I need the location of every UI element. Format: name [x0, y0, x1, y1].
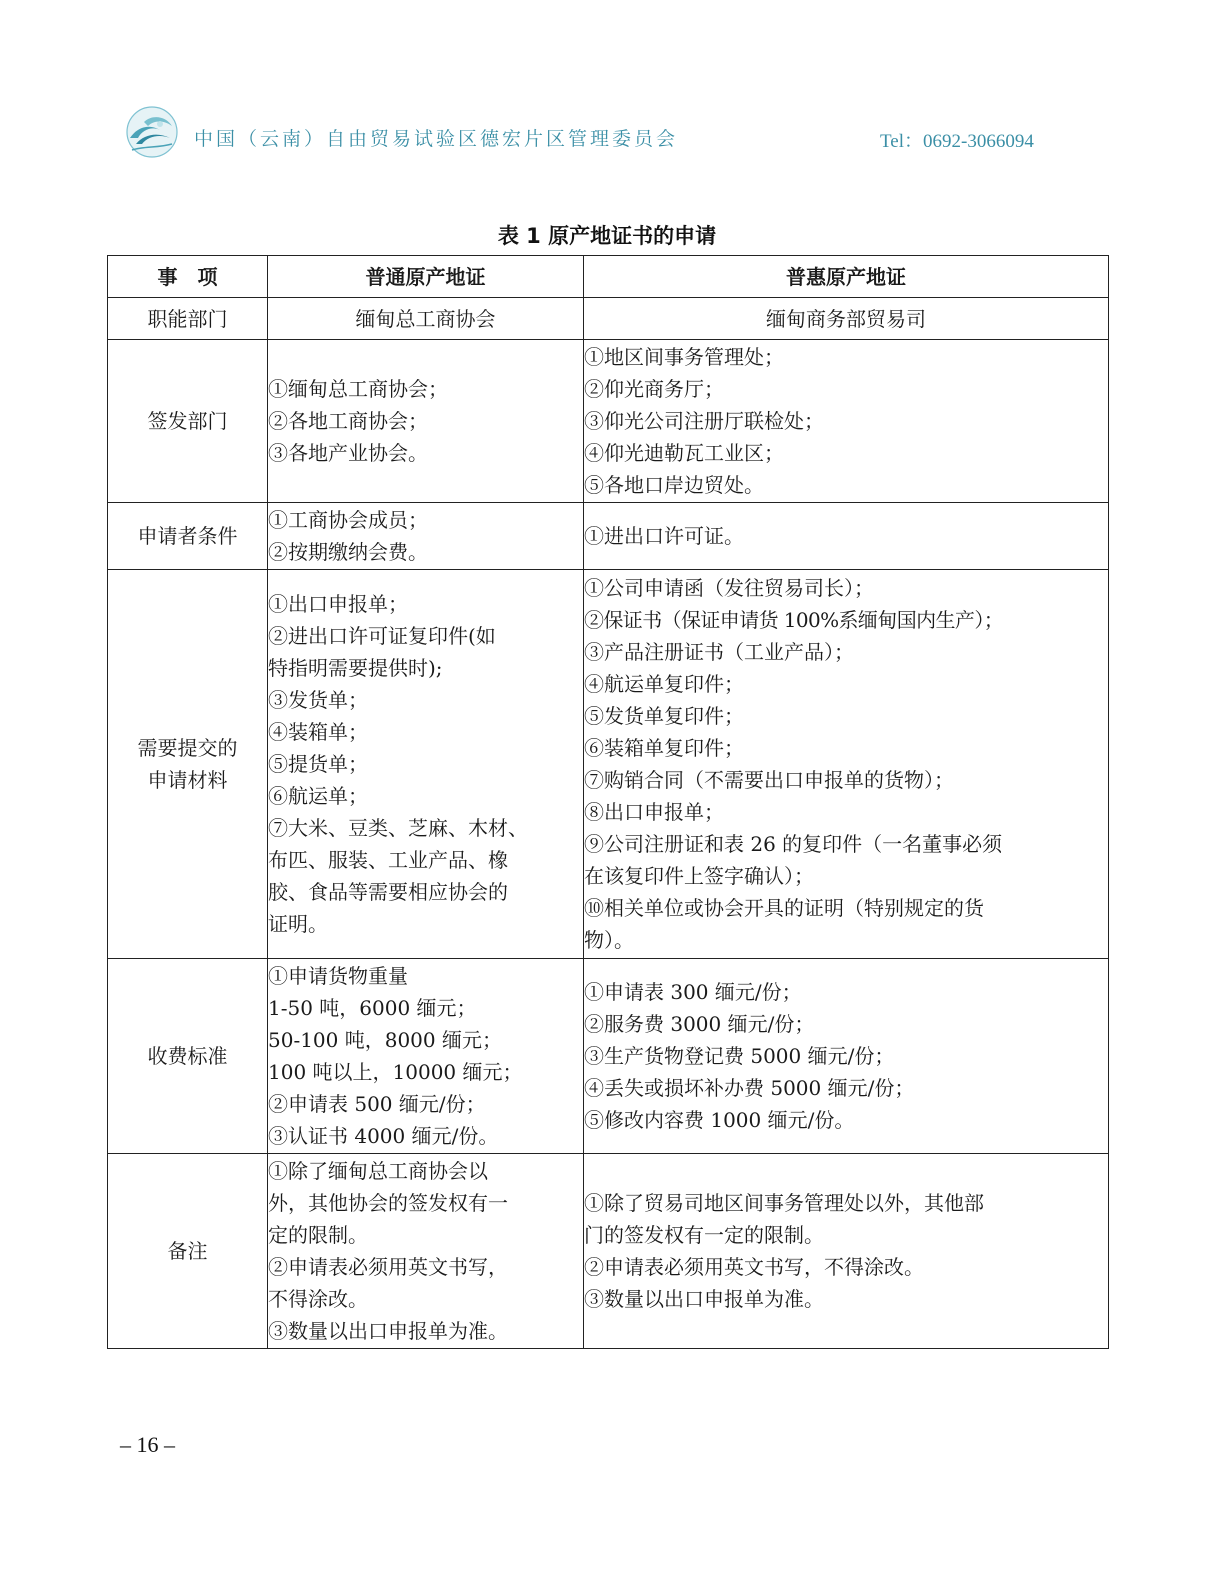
gsp-co-cell: 缅甸商务部贸易司 — [584, 298, 1109, 340]
cell-line: 50-100 吨，8000 缅元； — [268, 1028, 502, 1052]
cell-line: ③数量以出口申报单为准。 — [584, 1287, 824, 1311]
cell-line: ①申请表 300 缅元/份； — [584, 980, 802, 1004]
cell-line: ③生产货物登记费 5000 缅元/份； — [584, 1044, 895, 1068]
cell-line: ②申请表 500 缅元/份； — [268, 1092, 486, 1116]
org-name: 中国（云南）自由贸易试验区德宏片区管理委员会 — [194, 128, 679, 150]
certificate-application-table — [107, 255, 1109, 1349]
gsp-co-cell — [584, 1154, 1109, 1349]
table-row-required-materials — [108, 570, 1109, 959]
gsp-co-cell — [584, 503, 1109, 570]
row-label: 签发部门 — [108, 340, 268, 503]
cell-line: ④仰光迪勒瓦工业区； — [584, 441, 784, 465]
page-header — [122, 104, 1072, 160]
cell-line: ④丢失或损坏补办费 5000 缅元/份； — [584, 1076, 915, 1100]
row-label: 收费标准 — [108, 959, 268, 1154]
cell-line: ⑥航运单； — [268, 784, 368, 808]
cell-line: ⑤提货单； — [268, 752, 368, 776]
cell-line: 特指明需要提供时); — [268, 656, 443, 680]
cell-line: 证明。 — [268, 912, 328, 936]
row-label: 申请者条件 — [108, 503, 268, 570]
table-row-fee-standard — [108, 959, 1109, 1154]
cell-line: ①除了缅甸总工商协会以 — [268, 1159, 488, 1183]
general-co-cell — [268, 959, 584, 1154]
cell-line: ③发货单； — [268, 688, 368, 712]
column-header-general-co: 普通原产地证 — [268, 256, 584, 298]
cell-line: ⑦大米、豆类、芝麻、木材、 — [268, 816, 528, 840]
cell-line: ①地区间事务管理处； — [584, 345, 784, 369]
cell-line: ⑩相关单位或协会开具的证明（特别规定的货 — [584, 896, 984, 920]
cell-line: ④航运单复印件； — [584, 672, 744, 696]
table-row-remarks — [108, 1154, 1109, 1349]
cell-line: ②进出口许可证复印件(如 — [268, 624, 496, 648]
cell-line: ⑤发货单复印件； — [584, 704, 744, 728]
cell-line: ②保证书（保证申请货 100%系缅甸国内生产）； — [584, 608, 1004, 632]
row-label — [108, 570, 268, 959]
cell-line: 外，其他协会的签发权有一 — [268, 1191, 508, 1215]
row-label-line: 需要提交的 — [137, 736, 238, 760]
table-header-row — [108, 256, 1109, 298]
gsp-co-cell — [584, 959, 1109, 1154]
cell-line: ⑧出口申报单； — [584, 800, 724, 824]
cell-line: 不得涂改。 — [268, 1287, 368, 1311]
cell-line: ③产品注册证书（工业产品）； — [584, 640, 854, 664]
cell-line: ⑦购销合同（不需要出口申报单的货物）； — [584, 768, 954, 792]
general-co-cell — [268, 1154, 584, 1349]
cell-line: ③认证书 4000 缅元/份。 — [268, 1124, 499, 1148]
table-row-applicant-conditions — [108, 503, 1109, 570]
cell-line: 门的签发权有一定的限制。 — [584, 1223, 824, 1247]
page-number: – 16 – — [120, 1432, 175, 1457]
cell-line: 胶、食品等需要相应协会的 — [268, 880, 508, 904]
cell-line: 在该复印件上签字确认）； — [584, 864, 814, 888]
table-row-functional-department — [108, 298, 1109, 340]
row-label-line: 申请材料 — [147, 768, 228, 792]
wave-circle-logo-icon — [122, 104, 180, 160]
cell-line: ③数量以出口申报单为准。 — [268, 1319, 508, 1343]
cell-line: ①工商协会成员； — [268, 508, 428, 532]
cell-line: ①进出口许可证。 — [584, 524, 744, 548]
table-row-issuing-department — [108, 340, 1109, 503]
cell-line: 定的限制。 — [268, 1223, 368, 1247]
cell-line: ②仰光商务厅； — [584, 377, 724, 401]
cell-line: 布匹、服装、工业产品、橡 — [268, 848, 508, 872]
gsp-co-cell — [584, 340, 1109, 503]
column-header-item: 事 项 — [108, 256, 268, 298]
cell-line: ⑤各地口岸边贸处。 — [584, 473, 764, 497]
cell-line: 1-50 吨，6000 缅元； — [268, 996, 477, 1020]
table-title: 表 1 原产地证书的申请 — [497, 224, 717, 248]
column-header-gsp-co: 普惠原产地证 — [584, 256, 1109, 298]
cell-line: ①缅甸总工商协会； — [268, 377, 448, 401]
cell-line: ②各地工商协会； — [268, 409, 428, 433]
cell-line: ②按期缴纳会费。 — [268, 540, 428, 564]
cell-line: ⑤修改内容费 1000 缅元/份。 — [584, 1108, 855, 1132]
general-co-cell — [268, 570, 584, 959]
cell-line: ④装箱单； — [268, 720, 368, 744]
cell-line: ①公司申请函（发往贸易司长）； — [584, 576, 874, 600]
cell-line: ②服务费 3000 缅元/份； — [584, 1012, 815, 1036]
general-co-cell — [268, 340, 584, 503]
gsp-co-cell — [584, 570, 1109, 959]
general-co-cell — [268, 503, 584, 570]
row-label: 备注 — [108, 1154, 268, 1349]
general-co-cell: 缅甸总工商协会 — [268, 298, 584, 340]
cell-line: 100 吨以上，10000 缅元； — [268, 1060, 523, 1084]
header-telephone: Tel：0692-3066094 — [880, 131, 1034, 152]
cell-line: ⑥装箱单复印件； — [584, 736, 744, 760]
cell-line: ③各地产业协会。 — [268, 441, 428, 465]
cell-line: ⑨公司注册证和表 26 的复印件（一名董事必须 — [584, 832, 1003, 856]
cell-line: ①申请货物重量 — [268, 964, 408, 988]
cell-line: ③仰光公司注册厅联检处； — [584, 409, 824, 433]
cell-line: ②申请表必须用英文书写， — [268, 1255, 508, 1279]
row-label: 职能部门 — [108, 298, 268, 340]
cell-line: ②申请表必须用英文书写，不得涂改。 — [584, 1255, 924, 1279]
cell-line: ①除了贸易司地区间事务管理处以外，其他部 — [584, 1191, 984, 1215]
cell-line: 物）。 — [584, 928, 634, 952]
cell-line: ①出口申报单； — [268, 592, 408, 616]
